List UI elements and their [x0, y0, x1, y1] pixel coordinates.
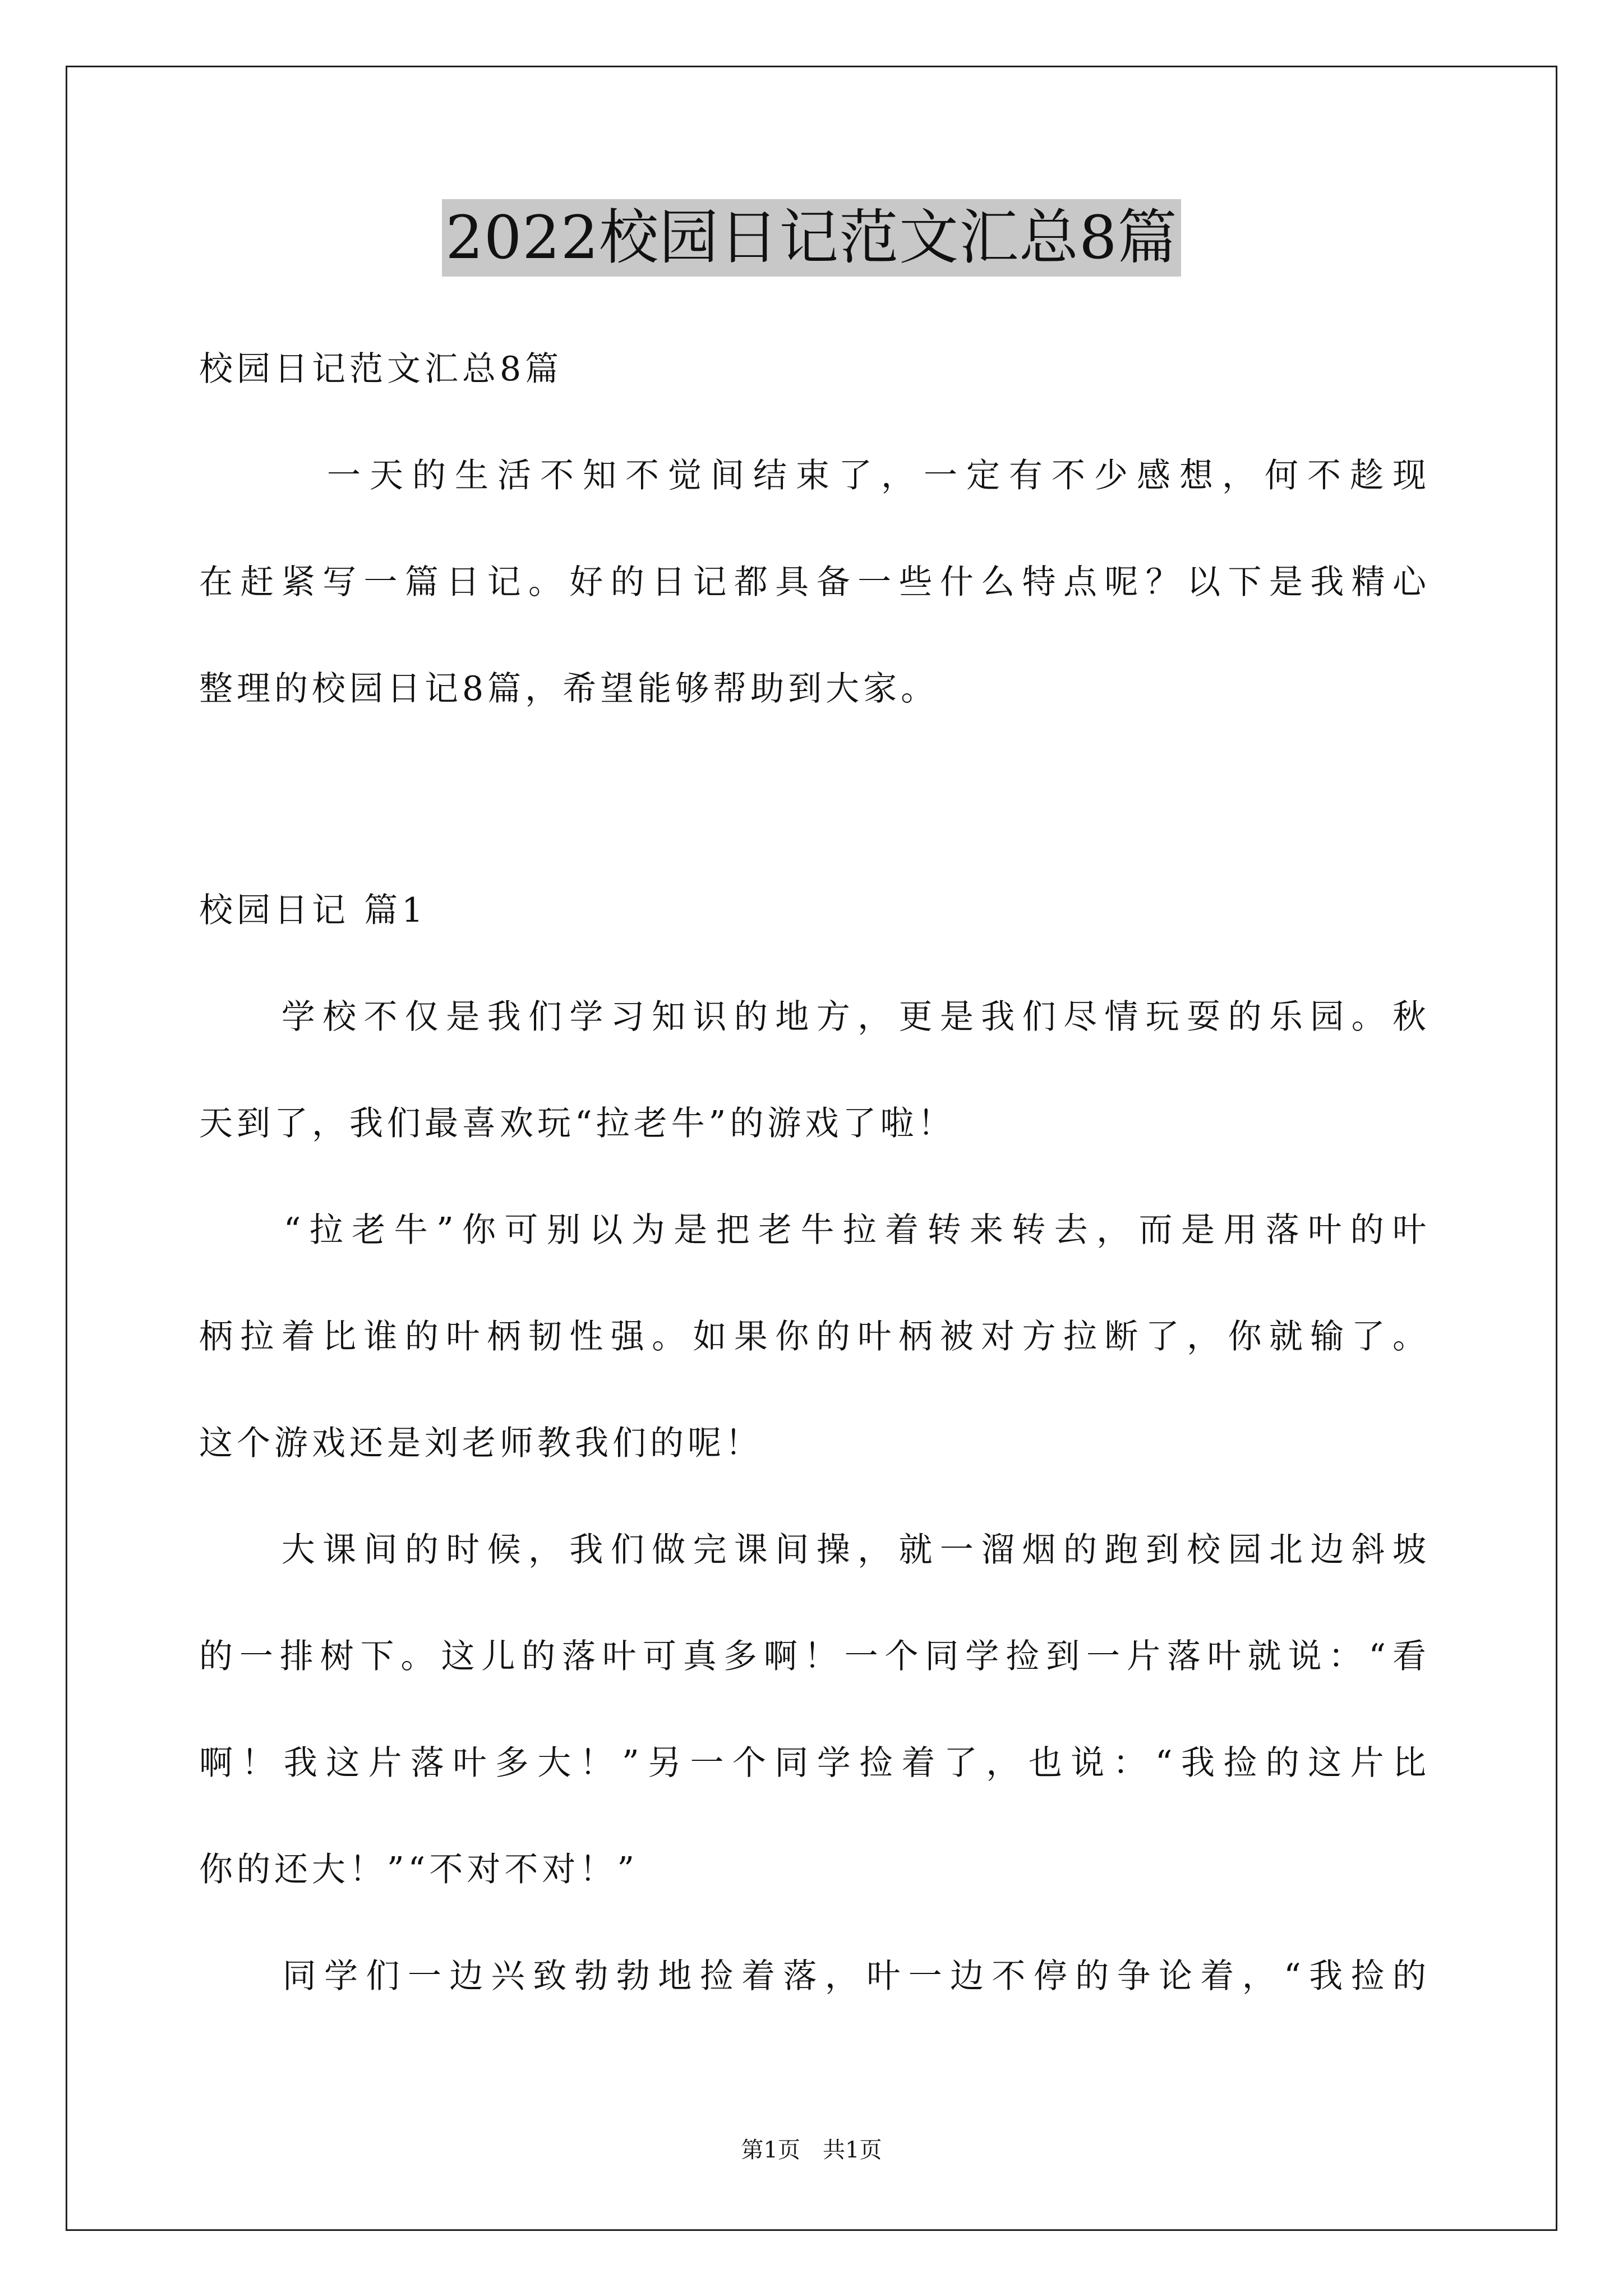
body-line: 天到了，我们最喜欢玩“拉老牛”的游戏了啦！: [199, 1104, 956, 1143]
body-line: 大课间的时候，我们做完课间操，就一溜烟的跑到校园北边斜坡: [199, 1530, 1430, 1570]
body-line: 同学们一边兴致勃勃地捡着落，叶一边不停的争论着，“我捡的: [199, 1957, 1430, 1996]
title-area: [0, 199, 1623, 277]
subtitle-block: [199, 316, 1430, 422]
body-line: 你的还大！”“不对不对！”: [199, 1850, 639, 1889]
section-heading: 校园日记 篇1: [199, 891, 427, 930]
body-line: 的一排树下。这儿的落叶可真多啊！一个同学捡到一片落叶就说：“看: [199, 1637, 1430, 1676]
body-line: 柄拉着比谁的叶柄韧性强。如果你的叶柄被对方拉断了，你就输了。: [199, 1317, 1430, 1356]
intro-line: 一天的生活不知不觉间结束了，一定有不少感想，何不趁现: [199, 456, 1430, 495]
document-title: 2022校园日记范文汇总8篇: [442, 199, 1181, 277]
body-line: 啊！我这片落叶多大！”另一个同学捡着了，也说：“我捡的这片比: [199, 1743, 1430, 1783]
intro-line: 在赶紧写一篇日记。好的日记都具备一些什么特点呢？以下是我精心: [199, 563, 1430, 602]
section-heading-block: [199, 857, 1430, 964]
intro-line: 整理的校园日记8篇，希望能够帮助到大家。: [199, 669, 939, 708]
document-subtitle: 校园日记范文汇总8篇: [199, 349, 563, 389]
body-line: 学校不仅是我们学习知识的地方，更是我们尽情玩耍的乐园。秋: [199, 997, 1430, 1037]
body-line: “拉老牛”你可别以为是把老牛拉着转来转去，而是用落叶的叶: [199, 1211, 1430, 1250]
page-footer: 第1页 共1页: [741, 2137, 882, 2163]
body-text: [199, 964, 1430, 2030]
intro-paragraph: [199, 422, 1430, 742]
body-line: 这个游戏还是刘老师教我们的呢！: [199, 1424, 763, 1463]
